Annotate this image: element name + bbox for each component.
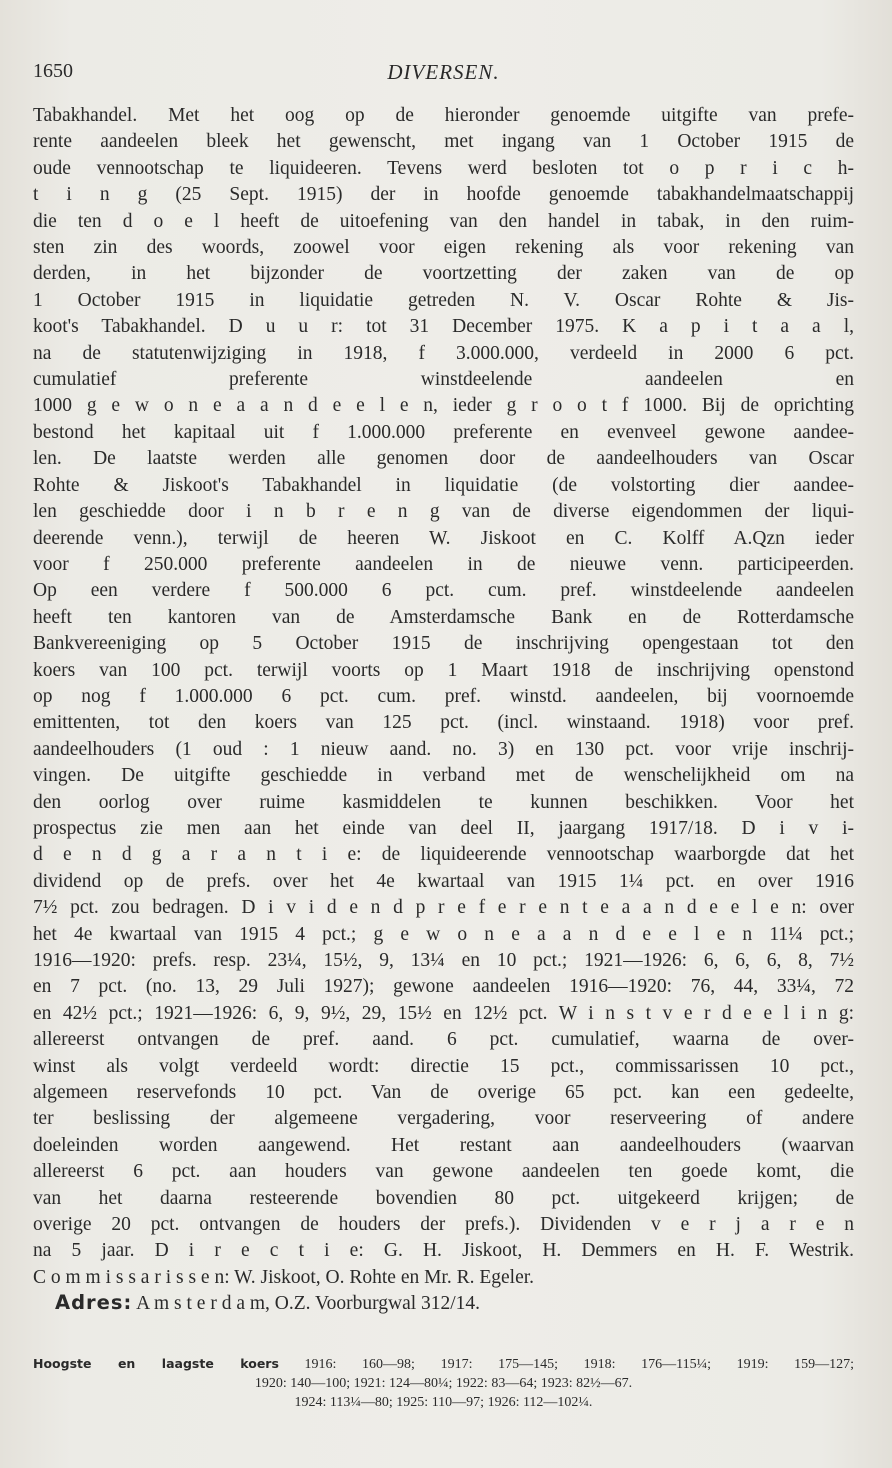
text-line: 1916—1920: prefs. resp. 23¼, 15½, 9, 13¼ en 10 pct.; 1921—1926: 6, 6, 6, 8, 7½ <box>33 950 854 971</box>
text-line: koers van 100 pct. terwijl voorts op 1 Maart 1918 de inschrijving openstond <box>33 659 854 681</box>
text-line: winst als volgt verdeeld wordt: directie 15 pct., commissarissen 10 pct., <box>33 1055 854 1077</box>
text-line: overige 20 pct. ontvangen de houders der prefs.). Dividenden v e r j a r e n <box>33 1214 854 1236</box>
text-line: 1000 g e w o n e a a n d e e l e n, ieder g r o o t f 1000. Bij de oprichting <box>33 395 854 417</box>
text-line: len geschiedde door i n b r e n g van de diverse eigendommen der liqui- <box>33 501 854 523</box>
text-line: aandeelhouders (1 oud : 1 nieuw aand. no. 3) en 130 pct. voor vrije inschrij- <box>33 738 854 760</box>
text-line: algemeen reservefonds 10 pct. Van de overige 65 pct. kan een gedeelte, <box>33 1082 854 1104</box>
text-line: en 42½ pct.; 1921—1926: 6, 9, 9½, 29, 15½ en 12½ pct. W i n s t v e r d e e l i n g: <box>33 1002 854 1024</box>
text-line: prospectus zie men aan het einde van deel II, jaargang 1917/18. D i v i- <box>33 817 854 839</box>
text-line: van het daarna resteerende bovendien 80 pct. uitgekeerd krijgen; de <box>33 1187 854 1209</box>
text-line: Op een verdere f 500.000 6 pct. cum. pref. winstdeelende aandeelen <box>33 580 854 602</box>
address-line <box>55 1290 854 1317</box>
page-header <box>33 60 854 90</box>
text-line: d e n d g a r a n t i e: de liquideerende vennootschap waarborgde dat het <box>33 844 854 866</box>
text-line: ter beslissing der algemeene vergadering, voor reserveering of andere <box>33 1108 854 1130</box>
text-line: derden, in het bijzonder de voortzetting der zaken van de op <box>33 263 854 285</box>
text-line: den oorlog over ruime kasmiddelen te kunnen beschikken. Voor het <box>33 791 854 813</box>
text-line: deerende venn.), terwijl de heeren W. Jiskoot en C. Kolff A.Qzn ieder <box>33 527 854 549</box>
running-head: DIVERSEN. <box>387 60 500 84</box>
text-line: dividend op de prefs. over het 4e kwartaal van 1915 1¼ pct. en over 1916 <box>33 870 854 892</box>
text-line: doeleinden worden aangewend. Het restant aan aandeelhouders (waarvan <box>33 1134 854 1156</box>
text-line: allereerst ontvangen de pref. aand. 6 pct. cumulatief, waarna de over- <box>33 1029 854 1051</box>
footnote-label: Hoogste en laagste koers <box>33 1356 279 1371</box>
text-line: C o m m i s s a r i s s e n: W. Jiskoot, O. Rohte en Mr. R. Egeler. <box>33 1266 535 1288</box>
text-line: sten zin des woords, zoowel voor eigen rekening als voor rekening van <box>33 237 854 259</box>
text-line: het 4e kwartaal van 1915 4 pct.; g e w o n e a a n d e e l e n 11¼ pct.; <box>33 923 854 945</box>
address-label: Adres: <box>55 1291 133 1314</box>
text-line: koot's Tabakhandel. D u u r: tot 31 December 1975. K a p i t a a l, <box>33 316 854 338</box>
text-line: na de statutenwijziging in 1918, f 3.000.000, verdeeld in 2000 6 pct. <box>33 342 854 364</box>
footnote-line: 1924: 113¼—80; 1925: 110—97; 1926: 112—102¼. <box>294 1395 593 1410</box>
text-line: vingen. De uitgifte geschiedde in verband met de wenschelijkheid om na <box>33 765 854 787</box>
address-value: A m s t e r d a m, O.Z. Voorburgwal 312/14. <box>136 1293 481 1314</box>
text-line: t i n g (25 Sept. 1915) der in hoofde genoemde tabakhandelmaatschappij <box>33 184 854 206</box>
text-line: rente aandeelen bleek het gewenscht, met ingang van 1 October 1915 de <box>33 131 854 153</box>
text-line: Bankvereeniging op 5 October 1915 de inschrijving opengestaan tot den <box>33 633 854 655</box>
text-line: len. De laatste werden alle genomen door de aandeelhouders van Oscar <box>33 448 854 470</box>
text-line: voor f 250.000 preferente aandeelen in de nieuwe venn. participeerden. <box>33 553 854 575</box>
text-line: oude vennootschap te liquideeren. Tevens werd besloten tot o p r i c h- <box>33 157 854 179</box>
price-footnote <box>33 1354 854 1412</box>
text-line: bestond het kapitaal uit f 1.000.000 preferente en evenveel gewone aandee- <box>33 421 854 443</box>
text-line: heeft ten kantoren van de Amsterdamsche Bank en de Rotterdamsche <box>33 606 854 628</box>
body-text <box>33 103 854 1291</box>
text-line: na 5 jaar. D i r e c t i e: G. H. Jiskoot, H. Demmers en H. F. Westrik. <box>33 1240 854 1262</box>
text-line: en 7 pct. (no. 13, 29 Juli 1927); gewone aandeelen 1916—1920: 76, 44, 33¼, 72 <box>33 976 854 998</box>
footnote-line <box>33 1354 854 1374</box>
text-line: Rohte & Jiskoot's Tabakhandel in liquidatie (de volstorting dier aandee- <box>33 474 854 496</box>
text-line: allereerst 6 pct. aan houders van gewone aandeelen ten goede komt, die <box>33 1161 854 1183</box>
footnote-values-1: 1916: 160—98; 1917: 175—145; 1918: 176—115¼; 1919: 159—127; <box>304 1357 854 1372</box>
text-line: op nog f 1.000.000 6 pct. cum. pref. winstd. aandeelen, bij voornoemde <box>33 685 854 707</box>
text-line: 1 October 1915 in liquidatie getreden N. V. Oscar Rohte & Jis- <box>33 289 854 311</box>
footnote-line: 1920: 140—100; 1921: 124—80¼; 1922: 83—64; 1923: 82½—67. <box>254 1376 633 1391</box>
text-line: die ten d o e l heeft de uitoefening van den handel in tabak, in den ruim- <box>33 210 854 232</box>
text-line: 7½ pct. zou bedragen. D i v i d e n d p r e f e r e n t e a a n d e e l e n: over <box>33 897 854 919</box>
text-line: cumulatief preferente winstdeelende aandeelen en <box>33 369 854 391</box>
text-line: Tabakhandel. Met het oog op de hieronder genoemde uitgifte van prefe- <box>33 105 854 126</box>
text-line: emittenten, tot den koers van 125 pct. (incl. winstaand. 1918) voor pref. <box>33 712 854 734</box>
page-number: 1650 <box>33 60 73 82</box>
